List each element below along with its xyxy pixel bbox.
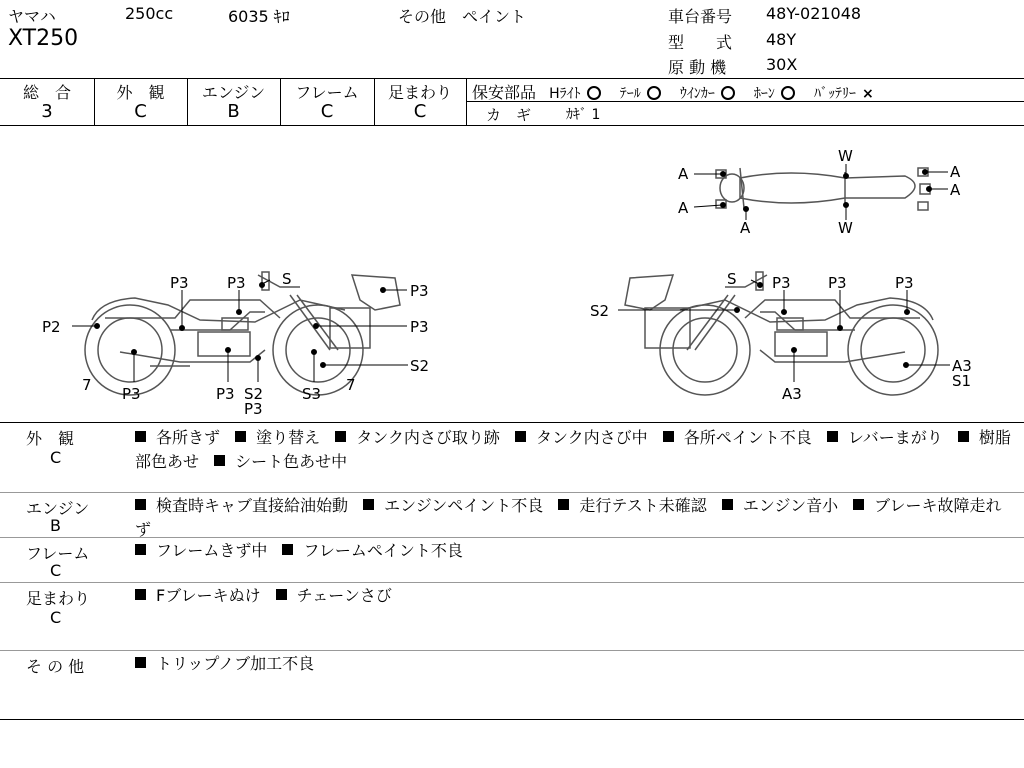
ok-circle-icon [647, 86, 661, 100]
ok-circle-icon [781, 86, 795, 100]
safety-battery [814, 86, 874, 102]
diagram-label: S3 [302, 385, 322, 403]
diagram-label: S [282, 270, 292, 288]
grade-value: 3 [41, 101, 53, 122]
engine-model-value: 30X [766, 55, 798, 74]
displacement: 250cc [125, 4, 174, 23]
diagram-label: A [950, 181, 961, 199]
diagram-label: S2 [410, 357, 430, 375]
safety-winker [680, 86, 749, 102]
section-title: 足まわり [26, 589, 91, 608]
diagram-label: P3 [244, 400, 263, 418]
section-title: エンジン [26, 499, 90, 518]
diagram-label: A3 [782, 385, 802, 403]
divider [0, 650, 1024, 651]
diagram-label: P3 [410, 282, 429, 300]
grade-label: フレーム [295, 83, 359, 102]
safety-parts [472, 80, 874, 103]
model-name: XT250 [8, 26, 79, 51]
section-grade: C [50, 448, 62, 467]
grade-label: エンジン [201, 83, 266, 102]
diagram-label: P3 [410, 318, 429, 336]
comment-item: 各所ペイント不良 [663, 428, 812, 447]
comment-item: 樹脂部色あせ [135, 428, 1011, 471]
safety-tail [620, 86, 675, 102]
safety-horn [754, 86, 809, 102]
mileage: 6035 ｷﾛ [228, 7, 290, 26]
grade-value: C [134, 101, 147, 122]
grade-value: C [320, 101, 334, 122]
comment-list [135, 539, 1015, 563]
section-title: フレーム [26, 544, 90, 563]
section-title: そ の 他 [26, 657, 85, 676]
comment-item: エンジン音小 [722, 496, 838, 515]
safety-item-label: ﾊﾞｯﾃﾘｰ [814, 86, 857, 102]
section-title: 外 観 [26, 429, 75, 448]
diagram-label: A [678, 199, 689, 217]
comment-item: レバーまがり [827, 428, 943, 447]
safety-item-label: ﾃｰﾙ [619, 86, 641, 102]
diagram-label: A [950, 163, 961, 181]
engine-model-label: 原 動 機 [668, 58, 727, 77]
model-type-label: 型 式 [668, 33, 733, 52]
section-grade: B [50, 516, 61, 535]
safety-item-label: Hﾗｲﾄ [549, 86, 581, 102]
diagram-label: W [838, 219, 853, 237]
diagram-label: S1 [952, 372, 972, 390]
divider [0, 582, 1024, 583]
diagram-label: P3 [828, 274, 847, 292]
diagram-label: P3 [227, 274, 246, 292]
safety-item-label: ﾎｰﾝ [753, 86, 775, 102]
comment-list [135, 426, 1015, 474]
comment-item: 塗り替え [235, 428, 320, 447]
section-grade: C [50, 608, 62, 627]
comment-list [135, 494, 1015, 542]
diagram-label: P3 [216, 385, 235, 403]
comment-item: チェーンさび [276, 586, 392, 605]
comment-item: フレームきず中 [135, 541, 267, 560]
comment-item: ブレーキ故障走れず [135, 496, 1002, 539]
frame-number-label: 車台番号 [668, 7, 733, 26]
motorcycle-top-view-icon [716, 168, 930, 210]
frame-number-value: 48Y-021048 [766, 4, 862, 23]
diagram-label: S [727, 270, 737, 288]
diagram-label: S2 [244, 385, 264, 403]
comment-list [135, 584, 1015, 608]
diagram-label: S2 [590, 302, 610, 320]
damage-diagram [0, 126, 1024, 422]
grade-label: 総 合 [22, 83, 71, 102]
comment-item: トリップノブ加工不良 [135, 654, 314, 673]
grade-value: C [413, 101, 427, 122]
grade-value: B [227, 101, 240, 122]
comment-item: シート色あせ中 [214, 452, 347, 471]
grade-label: 外 観 [116, 83, 165, 102]
paint: その他 ペイント [398, 7, 527, 26]
safety-title: 保安部品 [472, 83, 537, 102]
divider [0, 719, 1024, 720]
ok-circle-icon [721, 86, 735, 100]
model-type-value: 48Y [766, 30, 797, 49]
diagram-label: W [838, 147, 853, 165]
grade-label: 足まわり [387, 83, 452, 102]
diagram-label: P3 [895, 274, 914, 292]
diagram-label: P3 [772, 274, 791, 292]
comment-item: エンジンペイント不良 [363, 496, 543, 515]
maker: ヤマハ [8, 7, 56, 26]
ok-circle-icon [587, 86, 601, 100]
ng-cross-icon: × [862, 86, 874, 102]
comment-item: 検査時キャブ直接給油始動 [135, 496, 348, 515]
diagram-label: 7 [82, 376, 92, 394]
comment-item: タンク内さび取り跡 [335, 428, 500, 447]
diagram-label: P2 [42, 318, 61, 336]
comment-item: 各所きず [135, 428, 220, 447]
diagram-label: P3 [122, 385, 141, 403]
key-label: カ ギ [486, 106, 532, 124]
divider [0, 422, 1024, 423]
diagram-label: A [740, 219, 751, 237]
key-value: ｶｷﾞ 1 [566, 107, 601, 123]
diagram-label: P3 [170, 274, 189, 292]
diagram-label: 7 [346, 376, 356, 394]
divider [0, 492, 1024, 493]
section-grade: C [50, 561, 62, 580]
comment-item: Fブレーキぬけ [135, 586, 261, 605]
comment-list [135, 652, 1015, 676]
divider [0, 78, 1024, 79]
safety-headlight [549, 86, 615, 102]
comment-item: タンク内さび中 [515, 428, 648, 447]
comment-item: 走行テスト未確認 [558, 496, 706, 515]
safety-item-label: ｳｲﾝｶｰ [679, 86, 715, 102]
diagram-label: A [678, 165, 689, 183]
diagram-label: A3 [952, 357, 972, 375]
comment-item: フレームペイント不良 [282, 541, 462, 560]
